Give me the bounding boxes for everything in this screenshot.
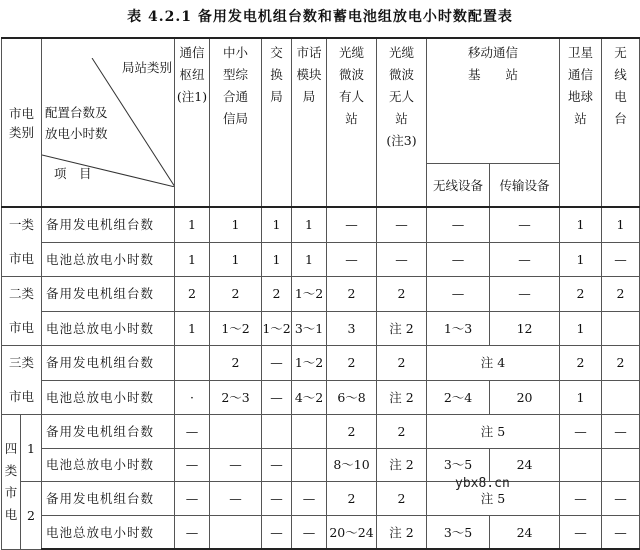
value-cell: 注 5 <box>427 415 560 449</box>
header-station-type: 局站类别 <box>122 60 173 75</box>
value-cell: 2 <box>377 415 427 449</box>
table-row <box>2 346 640 381</box>
item-cell: 电池总放电小时数 <box>42 311 175 346</box>
value-cell: 2 <box>327 482 377 516</box>
value-cell: — <box>262 380 292 415</box>
value-cell: 3 <box>327 311 377 346</box>
value-cell: 1 <box>292 242 327 277</box>
header-category: 市电 类别 <box>2 38 42 207</box>
table-row <box>2 311 640 346</box>
item-cell: 备用发电机组台数 <box>42 277 175 312</box>
value-cell <box>175 346 210 381</box>
category-cell: 四 类 市 电 <box>2 415 21 550</box>
header-config: 配置台数及 放电小时数 <box>45 105 108 141</box>
value-cell: 2 <box>175 277 210 312</box>
value-cell: — <box>175 415 210 449</box>
item-cell: 备用发电机组台数 <box>42 346 175 381</box>
value-cell <box>602 311 640 346</box>
value-cell: 2 <box>327 277 377 312</box>
item-cell: 备用发电机组台数 <box>42 482 175 516</box>
value-cell: 2 <box>210 277 262 312</box>
value-cell <box>560 448 602 482</box>
value-cell: 1 <box>560 380 602 415</box>
value-cell: 1～2 <box>210 311 262 346</box>
table-row <box>2 482 640 516</box>
header-diagonal-cell <box>42 38 175 207</box>
value-cell <box>292 415 327 449</box>
table-row <box>2 242 640 277</box>
value-cell: — <box>175 482 210 516</box>
value-cell <box>210 415 262 449</box>
value-cell <box>292 448 327 482</box>
value-cell: 2 <box>560 346 602 381</box>
value-cell: — <box>377 242 427 277</box>
header-col-mobile: 移动通信 基 站 <box>427 38 560 164</box>
table-row <box>2 277 640 312</box>
value-cell: 6～8 <box>327 380 377 415</box>
value-cell: 24 <box>490 448 560 482</box>
header-col-exchange: 交 换 局 <box>262 38 292 207</box>
header-col-hub: 通信 枢纽 (注1) <box>175 38 210 207</box>
value-cell: 1 <box>210 207 262 242</box>
header-sub-transmission: 传输设备 <box>490 164 560 207</box>
value-cell: 2 <box>377 277 427 312</box>
value-cell: 1 <box>262 207 292 242</box>
value-cell: 2～3 <box>210 380 262 415</box>
value-cell: 20～24 <box>327 515 377 549</box>
value-cell: 2 <box>560 277 602 312</box>
header-sub-wireless: 无线设备 <box>427 164 490 207</box>
header-col-manned: 光缆 微波 有人 站 <box>327 38 377 207</box>
table-row <box>2 515 640 549</box>
value-cell: — <box>560 482 602 516</box>
value-cell: — <box>210 482 262 516</box>
value-cell: — <box>560 515 602 549</box>
value-cell: — <box>427 207 490 242</box>
value-cell: — <box>427 242 490 277</box>
value-cell: 12 <box>490 311 560 346</box>
value-cell: 1～2 <box>292 346 327 381</box>
value-cell: 1 <box>175 242 210 277</box>
header-item: 项 目 <box>54 166 92 181</box>
value-cell <box>602 448 640 482</box>
value-cell: — <box>210 448 262 482</box>
header-col-satellite: 卫星 通信 地球 站 <box>560 38 602 207</box>
header-col-small-medium: 中小 型综 合通 信局 <box>210 38 262 207</box>
table-body <box>2 207 640 549</box>
value-cell: — <box>262 448 292 482</box>
value-cell: — <box>262 482 292 516</box>
value-cell: 1 <box>292 207 327 242</box>
value-cell: — <box>560 415 602 449</box>
value-cell: — <box>292 482 327 516</box>
value-cell: 2～4 <box>427 380 490 415</box>
value-cell: 2 <box>262 277 292 312</box>
value-cell <box>262 415 292 449</box>
value-cell: 注 4 <box>427 346 560 381</box>
value-cell: 1 <box>602 207 640 242</box>
value-cell: 注 2 <box>377 380 427 415</box>
value-cell: 注 5 <box>427 482 560 516</box>
value-cell: 1 <box>560 311 602 346</box>
item-cell: 电池总放电小时数 <box>42 380 175 415</box>
value-cell: — <box>490 242 560 277</box>
value-cell: — <box>175 448 210 482</box>
value-cell: — <box>602 482 640 516</box>
value-cell: 2 <box>377 346 427 381</box>
value-cell: 1～2 <box>262 311 292 346</box>
value-cell: 3～5 <box>427 515 490 549</box>
value-cell: 注 2 <box>377 311 427 346</box>
value-cell: 2 <box>377 482 427 516</box>
header-col-unmanned: 光缆 微波 无人 站 (注3) <box>377 38 427 207</box>
value-cell: 4～2 <box>292 380 327 415</box>
table-title: 表 4.2.1 备用发电机组台数和蓄电池组放电小时数配置表 <box>127 9 513 25</box>
value-cell: 2 <box>327 415 377 449</box>
value-cell: 24 <box>490 515 560 549</box>
value-cell: — <box>327 242 377 277</box>
value-cell: 注 2 <box>377 448 427 482</box>
value-cell: 2 <box>327 346 377 381</box>
header-col-radio: 无 线 电 台 <box>602 38 640 207</box>
value-cell: 1 <box>560 242 602 277</box>
value-cell: 8～10 <box>327 448 377 482</box>
value-cell: — <box>327 207 377 242</box>
header-col-module: 市话 模块 局 <box>292 38 327 207</box>
value-cell: 1 <box>175 311 210 346</box>
subcategory-cell: 1 <box>21 415 42 482</box>
value-cell: — <box>602 515 640 549</box>
value-cell: — <box>490 277 560 312</box>
value-cell: — <box>292 515 327 549</box>
table-row <box>2 448 640 482</box>
value-cell <box>210 515 262 549</box>
value-cell: — <box>262 515 292 549</box>
value-cell: — <box>602 415 640 449</box>
value-cell: 3～5 <box>427 448 490 482</box>
value-cell: 1～2 <box>292 277 327 312</box>
value-cell: 1～3 <box>427 311 490 346</box>
value-cell: 注 2 <box>377 515 427 549</box>
item-cell: 电池总放电小时数 <box>42 242 175 277</box>
value-cell: 1 <box>262 242 292 277</box>
item-cell: 备用发电机组台数 <box>42 207 175 242</box>
subcategory-cell: 2 <box>21 482 42 550</box>
value-cell: — <box>175 515 210 549</box>
value-cell: 1 <box>175 207 210 242</box>
value-cell: 2 <box>210 346 262 381</box>
value-cell: · <box>175 380 210 415</box>
value-cell: — <box>490 207 560 242</box>
value-cell: 2 <box>602 277 640 312</box>
value-cell: — <box>377 207 427 242</box>
table-row <box>2 380 640 415</box>
value-cell: — <box>427 277 490 312</box>
value-cell: 1 <box>560 207 602 242</box>
table-row <box>2 207 640 242</box>
value-cell: — <box>602 242 640 277</box>
category-cell: 三类 市电 <box>2 346 42 415</box>
value-cell: 20 <box>490 380 560 415</box>
item-cell: 电池总放电小时数 <box>42 515 175 549</box>
value-cell: 3～1 <box>292 311 327 346</box>
table-row <box>2 415 640 449</box>
value-cell: 1 <box>210 242 262 277</box>
category-cell: 二类 市电 <box>2 277 42 346</box>
configuration-table <box>1 37 640 550</box>
item-cell: 电池总放电小时数 <box>42 448 175 482</box>
category-cell: 一类 市电 <box>2 207 42 277</box>
value-cell: — <box>262 346 292 381</box>
item-cell: 备用发电机组台数 <box>42 415 175 449</box>
value-cell <box>602 380 640 415</box>
value-cell: 2 <box>602 346 640 381</box>
watermark: ybx8.cn <box>455 476 510 491</box>
